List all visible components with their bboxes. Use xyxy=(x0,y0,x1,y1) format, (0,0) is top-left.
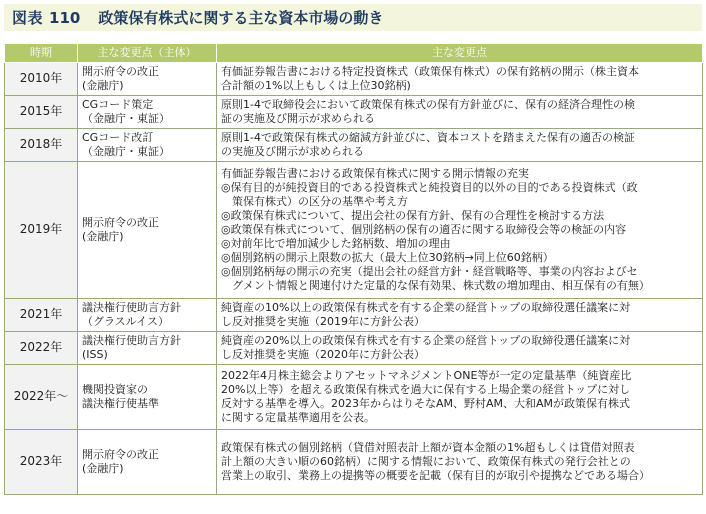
row-period: 2015年 xyxy=(5,96,78,129)
content-line: し反対推奨を実施（2019年に方針公表） xyxy=(221,315,425,328)
row-actor xyxy=(78,63,217,96)
actor-line: 開示府令の改正 xyxy=(82,448,159,462)
content-line: の実施及び開示が求められる xyxy=(221,145,364,158)
row-actor xyxy=(78,162,217,299)
content-line: 計上額の大きい順の60銘柄）に関する情報において、政策保有株式の発行会社との xyxy=(221,455,631,469)
figure-title-bar xyxy=(4,4,702,31)
column-header-content: 主な変更点 xyxy=(217,44,703,63)
capital-market-table xyxy=(4,43,703,495)
content-line: 営業上の取引、業務上の提携等の概要を記載（保有目的が取引や提携などである場合） xyxy=(221,468,650,482)
content-line: 有価証券報告書における政策保有株式に関する開示情報の充実 xyxy=(221,167,529,181)
content-line: 2022年4月株主総会よりアセットマネジメントONE等が一定の定量基準（純資産比 xyxy=(221,369,632,383)
row-content xyxy=(217,129,703,162)
content-line: 政策保有株式の個別銘柄（貸借対照表計上額が資本金額の1%超もしくは貸借対照表 xyxy=(221,441,635,455)
row-actor xyxy=(78,129,217,162)
actor-line: 議決権行使基準 xyxy=(82,397,159,410)
row-period: 2019年 xyxy=(5,162,78,299)
row-actor xyxy=(78,430,217,495)
figure-label: 図表 xyxy=(12,9,44,27)
actor-line: (金融庁) xyxy=(82,462,124,475)
table-row xyxy=(5,299,703,332)
content-line: 原則1-4で政策保有株式の縮減方針並びに、資本コストを踏まえた保有の適否の検証 xyxy=(221,131,635,145)
column-header-period: 時期 xyxy=(5,44,78,63)
content-line: 策保有株式）の区分の基準や考え方 xyxy=(221,195,408,209)
content-line: グメント情報と関連付けた定量的な保有効果、株式数の増加理由、相互保有の有無） xyxy=(221,278,650,292)
figure-number: 110 xyxy=(49,8,81,27)
content-line: 反対する基準を導入。2023年からはりそなAM、野村AM、大和AMが政策保有株式 xyxy=(221,397,631,410)
content-line: し反対推奨を実施（2020年に方針公表） xyxy=(221,348,425,361)
row-period: 2018年 xyxy=(5,129,78,162)
content-line: に関する定量基準適用を公表。 xyxy=(221,410,375,424)
row-period: 2023年 xyxy=(5,430,78,495)
actor-line: CGコード策定 xyxy=(82,98,154,112)
actor-line: 開示府令の改正 xyxy=(82,65,159,79)
row-period: 2021年 xyxy=(5,299,78,332)
content-line: ◎対前年比で増加減少した銘柄数、増加の理由 xyxy=(221,236,451,250)
actor-line: （金融庁・東証） xyxy=(82,145,170,158)
table-row xyxy=(5,162,703,299)
content-line: ◎個別銘柄毎の開示の充実（提出会社の経営方針・経営戦略等、事業の内容およびセ xyxy=(221,264,638,278)
table-row xyxy=(5,430,703,495)
content-line: 原則1-4で取締役会において政策保有株式の保有方針並びに、保有の経済合理性の検 xyxy=(221,98,635,112)
content-line: ◎個別銘柄の開示上限数の拡大（最大上位30銘柄→同上位60銘柄） xyxy=(221,250,554,264)
row-content xyxy=(217,332,703,365)
table-row xyxy=(5,332,703,365)
content-line: ◎政策保有株式について、提出会社の保有方針、保有の合理性を検討する方法 xyxy=(221,209,605,223)
content-line: 純資産の10%以上の政策保有株式を有する企業の経営トップの取締役選任議案に対 xyxy=(221,301,631,315)
row-content xyxy=(217,365,703,430)
actor-line: （金融庁・東証） xyxy=(82,112,170,125)
row-content xyxy=(217,430,703,495)
actor-line: (金融庁) xyxy=(82,79,124,92)
actor-line: 議決権行使助言方針 xyxy=(82,301,181,315)
row-period: 2022年～ xyxy=(5,365,78,430)
actor-line: 開示府令の改正 xyxy=(82,216,159,230)
actor-line: 機関投資家の xyxy=(82,383,148,397)
row-content xyxy=(217,162,703,299)
actor-line: (金融庁) xyxy=(82,230,124,243)
row-actor xyxy=(78,365,217,430)
content-line: 合計額の1%以上もしくは上位30銘柄) xyxy=(221,79,411,92)
row-actor xyxy=(78,299,217,332)
table-row xyxy=(5,96,703,129)
content-line: 純資産の20%以上の政策保有株式を有する企業の経営トップの取締役選任議案に対 xyxy=(221,334,631,348)
row-actor xyxy=(78,332,217,365)
content-line: 証の実施及び開示が求められる xyxy=(221,112,375,125)
row-content xyxy=(217,299,703,332)
table-row xyxy=(5,129,703,162)
actor-line: 議決権行使助言方針 xyxy=(82,334,181,348)
column-header-actor: 主な変更点（主体） xyxy=(78,44,217,63)
content-line: 20%以上等）を超える政策保有株式を過大に保有する上場企業の経営トップに対し xyxy=(221,383,631,397)
actor-line: CGコード改訂 xyxy=(82,131,154,145)
table-header-row xyxy=(5,44,703,63)
table-row xyxy=(5,63,703,96)
row-period: 2010年 xyxy=(5,63,78,96)
actor-line: （グラスルイス） xyxy=(82,315,170,328)
row-period: 2022年 xyxy=(5,332,78,365)
table-row xyxy=(5,365,703,430)
row-content xyxy=(217,96,703,129)
row-actor xyxy=(78,96,217,129)
content-line: ◎保有目的が純投資目的である投資株式と純投資目的以外の目的である投資株式（政 xyxy=(221,181,638,195)
content-line: 有価証券報告書における特定投資株式（政策保有株式）の保有銘柄の開示（株主資本 xyxy=(221,65,639,79)
content-line: ◎政策保有株式について、個別銘柄の保有の適否に関する取締役会等の検証の内容 xyxy=(221,223,627,237)
figure-title: 政策保有株式に関する主な資本市場の動き xyxy=(98,9,384,27)
actor-line: (ISS) xyxy=(82,348,108,361)
row-content xyxy=(217,63,703,96)
